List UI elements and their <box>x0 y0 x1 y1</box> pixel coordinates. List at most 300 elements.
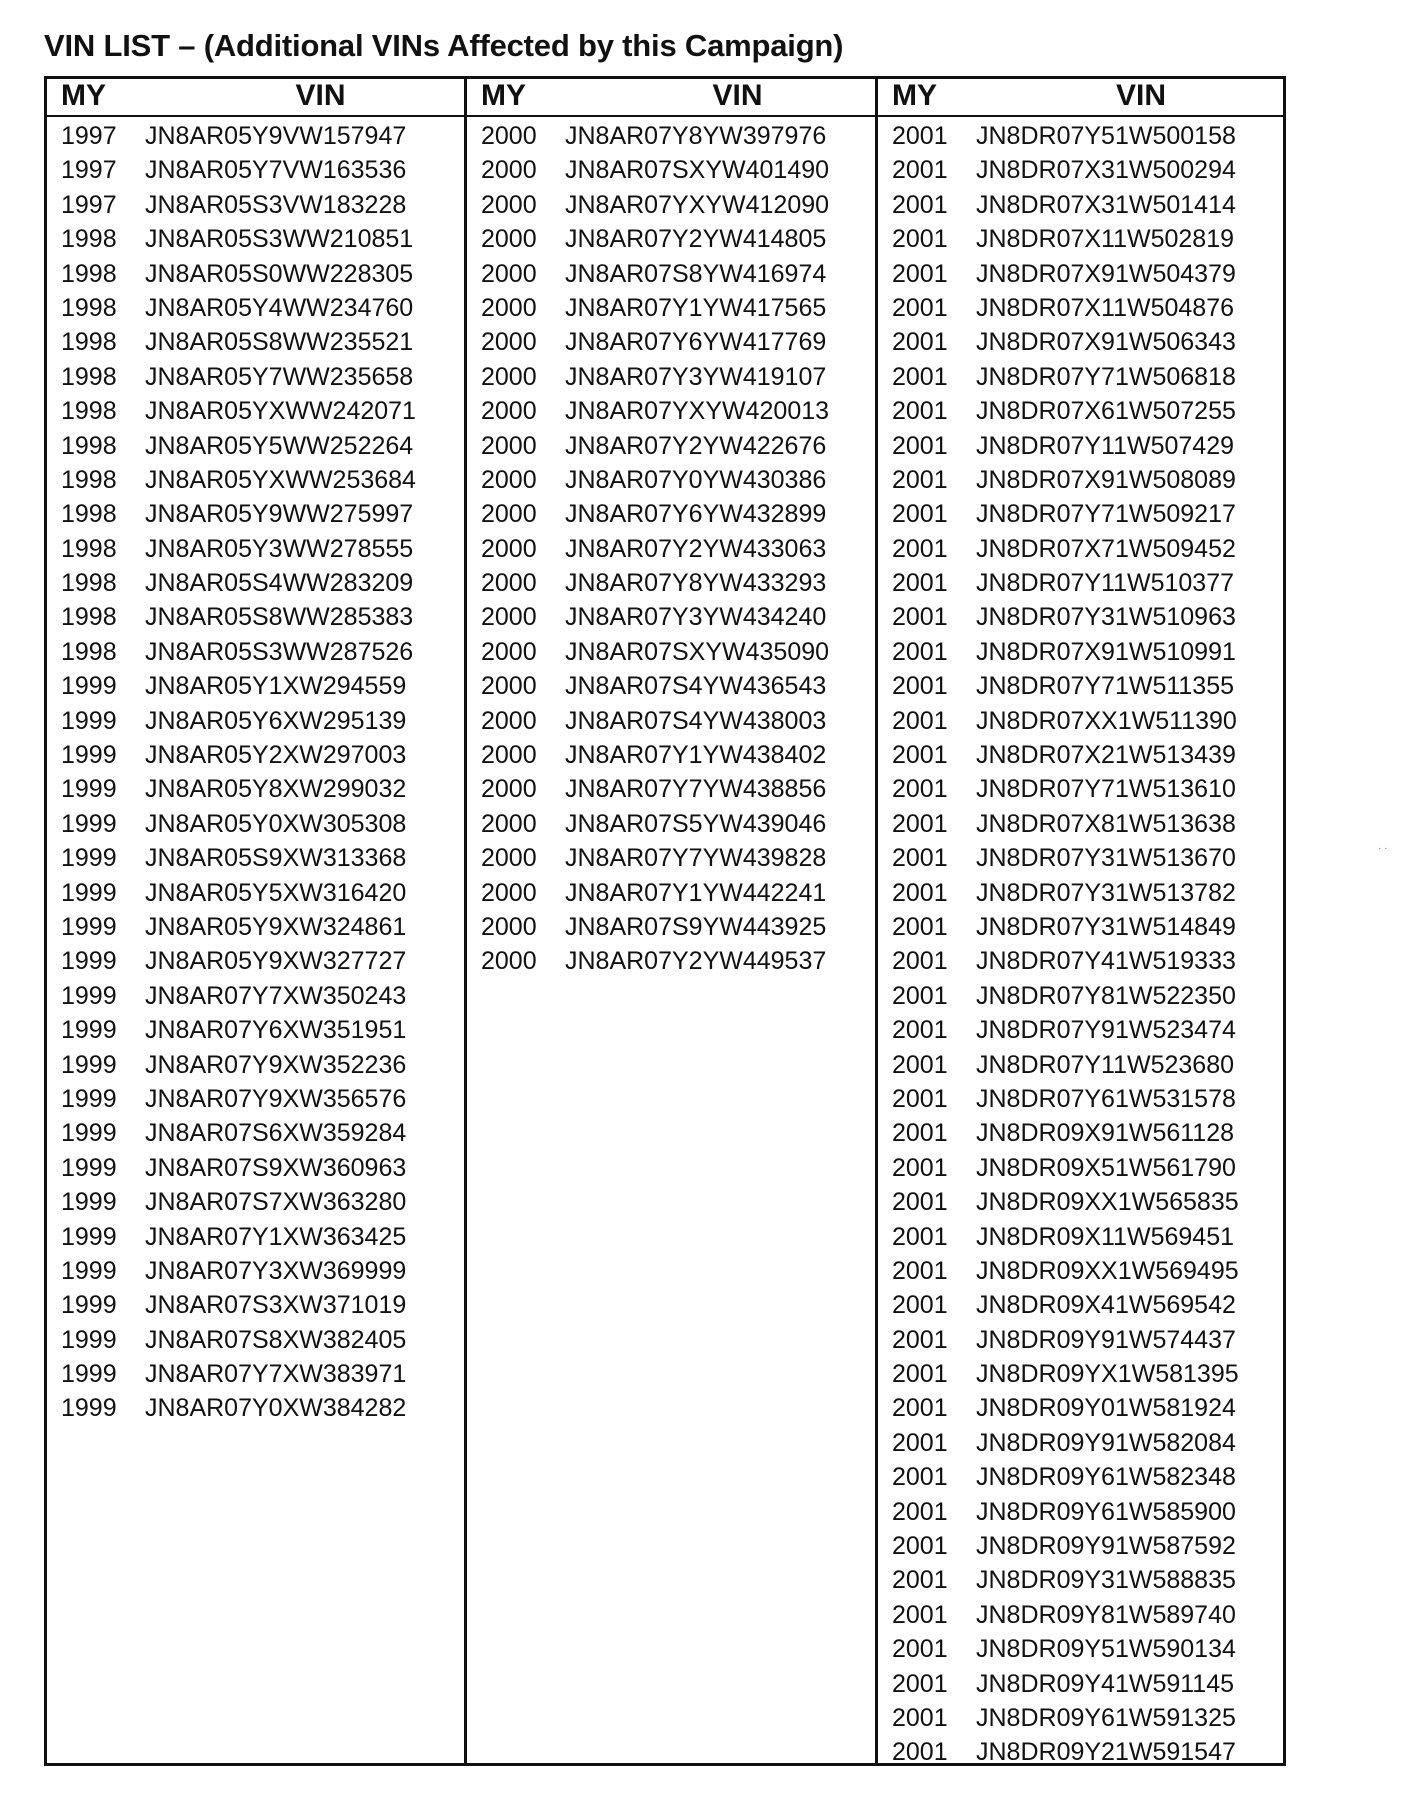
vin-cell: JN8AR07S9YW443925 <box>565 912 827 941</box>
vin-cell: JN8AR07Y3YW419107 <box>565 362 827 391</box>
vin-cell: JN8DR09Y21W591547 <box>976 1738 1236 1767</box>
table-row <box>467 360 878 394</box>
table-row <box>467 944 878 978</box>
model-year-cell: 2001 <box>892 1532 948 1561</box>
model-year-cell: 1999 <box>61 1119 117 1148</box>
model-year-cell: 2001 <box>892 1566 948 1595</box>
scan-speck: · · <box>1378 843 1388 854</box>
model-year-cell: 2001 <box>892 1084 948 1113</box>
vin-cell: JN8AR07Y1YW442241 <box>565 878 827 907</box>
table-row <box>467 429 878 463</box>
model-year-cell: 2000 <box>481 809 537 838</box>
model-year-cell: 2001 <box>892 672 948 701</box>
vin-cell: JN8AR05Y0XW305308 <box>145 809 407 838</box>
vin-cell: JN8AR07SXYW435090 <box>565 637 830 666</box>
table-row <box>47 910 464 944</box>
vin-cell: JN8DR07X31W501414 <box>976 190 1236 219</box>
table-row <box>878 772 1286 806</box>
table-row <box>47 979 464 1013</box>
vin-cell: JN8DR09Y61W591325 <box>976 1703 1236 1732</box>
table-row <box>878 807 1286 841</box>
table-row <box>878 1667 1286 1701</box>
model-year-cell: 2000 <box>481 465 537 494</box>
table-row <box>467 532 878 566</box>
model-year-cell: 1997 <box>61 156 117 185</box>
vin-cell: JN8DR07Y11W510377 <box>976 569 1235 598</box>
table-row <box>878 635 1286 669</box>
model-year-cell: 2001 <box>892 1703 948 1732</box>
vin-cell: JN8DR07X71W509452 <box>976 534 1236 563</box>
model-year-cell: 2001 <box>892 1463 948 1492</box>
table-row <box>878 119 1286 153</box>
table-row <box>878 1391 1286 1425</box>
table-row <box>47 153 464 187</box>
vin-header: VIN <box>295 79 346 112</box>
vin-cell: JN8AR05Y9VW157947 <box>145 122 407 150</box>
vin-cell: JN8DR07Y61W531578 <box>976 1084 1236 1113</box>
model-year-cell: 2001 <box>892 500 948 529</box>
vin-cell: JN8AR07Y7XW383971 <box>145 1360 407 1389</box>
vin-cell: JN8DR09X91W561128 <box>976 1119 1235 1148</box>
model-year-cell: 2001 <box>892 637 948 666</box>
model-year-cell: 1997 <box>61 122 117 150</box>
vin-cell: JN8DR07X21W513439 <box>976 741 1236 770</box>
table-row <box>878 1116 1286 1150</box>
vin-cell: JN8AR07Y1XW363425 <box>145 1222 407 1251</box>
model-year-cell: 2001 <box>892 1428 948 1457</box>
vin-cell: JN8DR09X51W561790 <box>976 1153 1236 1182</box>
table-row <box>47 222 464 256</box>
table-row <box>878 1598 1286 1632</box>
vin-cell: JN8AR05S8WW285383 <box>145 603 414 632</box>
model-year-cell: 1999 <box>61 1153 117 1182</box>
table-row <box>878 1220 1286 1254</box>
vin-cell: JN8AR07Y1YW417565 <box>565 293 827 322</box>
model-year-cell: 2000 <box>481 603 537 632</box>
table-row <box>878 566 1286 600</box>
model-year-cell: 2000 <box>481 362 537 391</box>
vin-cell: JN8AR07Y7XW350243 <box>145 981 407 1010</box>
vin-cell: JN8DR07Y31W510963 <box>976 603 1236 632</box>
model-year-cell: 2000 <box>481 500 537 529</box>
model-year-cell: 1998 <box>61 569 117 598</box>
vin-cell: JN8AR07Y9XW352236 <box>145 1050 407 1079</box>
model-year-cell: 2000 <box>481 225 537 254</box>
model-year-cell: 2001 <box>892 1635 948 1664</box>
vin-cell: JN8AR07S4YW436543 <box>565 672 827 701</box>
vin-cell: JN8DR07X81W513638 <box>976 809 1236 838</box>
table-row <box>467 325 878 359</box>
table-row <box>47 704 464 738</box>
table-row <box>47 291 464 325</box>
table-row <box>878 600 1286 634</box>
model-year-cell: 1998 <box>61 293 117 322</box>
model-year-cell: 2001 <box>892 293 948 322</box>
model-year-cell: 2001 <box>892 259 948 288</box>
model-year-cell: 2000 <box>481 912 537 941</box>
vin-cell: JN8AR07S3XW371019 <box>145 1291 407 1320</box>
model-year-cell: 2000 <box>481 878 537 907</box>
vin-cell: JN8AR05S3WW287526 <box>145 637 414 666</box>
vin-cell: JN8AR07S7XW363280 <box>145 1188 407 1217</box>
table-row <box>47 325 464 359</box>
table-row <box>878 1529 1286 1563</box>
model-year-cell: 2001 <box>892 1188 948 1217</box>
table-row <box>878 669 1286 703</box>
vin-cell: JN8DR07X31W500294 <box>976 156 1236 185</box>
vin-cell: JN8AR07Y2YW422676 <box>565 431 827 460</box>
table-row <box>47 1151 464 1185</box>
vin-cell: JN8DR07X11W502819 <box>976 225 1235 254</box>
model-year-cell: 2000 <box>481 637 537 666</box>
table-row <box>467 188 878 222</box>
model-year-cell: 1998 <box>61 259 117 288</box>
table-row <box>47 738 464 772</box>
vin-cell: JN8DR09Y91W587592 <box>976 1532 1236 1561</box>
model-year-cell: 2001 <box>892 1222 948 1251</box>
table-row <box>467 463 878 497</box>
model-year-cell: 2001 <box>892 1600 948 1629</box>
model-year-cell: 2001 <box>892 431 948 460</box>
vin-cell: JN8DR09X11W569451 <box>976 1222 1235 1251</box>
vin-cell: JN8DR07Y31W514849 <box>976 912 1236 941</box>
row-list <box>878 119 1286 1770</box>
model-year-cell: 2000 <box>481 397 537 426</box>
vin-cell: JN8AR05Y2XW297003 <box>145 741 407 770</box>
model-year-cell: 2000 <box>481 569 537 598</box>
model-year-cell: 2001 <box>892 1256 948 1285</box>
table-row <box>47 807 464 841</box>
table-row <box>467 222 878 256</box>
vin-cell: JN8AR05Y7VW163536 <box>145 156 407 185</box>
table-row <box>878 1082 1286 1116</box>
vin-cell: JN8DR07Y71W511355 <box>976 672 1235 701</box>
vin-cell: JN8DR07Y41W519333 <box>976 947 1236 976</box>
model-year-cell: 1999 <box>61 672 117 701</box>
table-row <box>467 669 878 703</box>
vin-cell: JN8AR05Y8XW299032 <box>145 775 407 804</box>
table-row <box>878 188 1286 222</box>
vin-column-1 <box>47 79 464 1763</box>
table-row <box>467 635 878 669</box>
vin-cell: JN8AR07Y2YW449537 <box>565 947 827 976</box>
table-row <box>47 669 464 703</box>
vin-cell: JN8AR07Y2YW414805 <box>565 225 827 254</box>
vin-cell: JN8AR05Y6XW295139 <box>145 706 407 735</box>
model-year-cell: 2000 <box>481 156 537 185</box>
model-year-cell: 2001 <box>892 397 948 426</box>
vin-cell: JN8AR07Y7YW439828 <box>565 844 827 873</box>
model-year-cell: 1999 <box>61 844 117 873</box>
table-row <box>878 532 1286 566</box>
vin-cell: JN8DR09Y81W589740 <box>976 1600 1236 1629</box>
table-row <box>878 222 1286 256</box>
table-row <box>47 1220 464 1254</box>
model-year-cell: 2000 <box>481 122 537 150</box>
table-row <box>47 841 464 875</box>
table-row <box>47 1116 464 1150</box>
vin-cell: JN8AR05Y3WW278555 <box>145 534 414 563</box>
table-row <box>467 566 878 600</box>
table-row <box>467 394 878 428</box>
table-row <box>47 1323 464 1357</box>
vin-header: VIN <box>712 79 763 112</box>
table-row <box>47 497 464 531</box>
model-year-cell: 2001 <box>892 225 948 254</box>
my-header: MY <box>61 79 106 112</box>
vin-cell: JN8DR07X91W508089 <box>976 465 1236 494</box>
table-row <box>878 257 1286 291</box>
model-year-cell: 2001 <box>892 741 948 770</box>
vin-cell: JN8AR07Y2YW433063 <box>565 534 827 563</box>
model-year-cell: 2000 <box>481 190 537 219</box>
table-row <box>878 979 1286 1013</box>
vin-cell: JN8AR07Y7YW438856 <box>565 775 827 804</box>
table-row <box>47 600 464 634</box>
model-year-cell: 2001 <box>892 465 948 494</box>
vin-cell: JN8AR07Y3YW434240 <box>565 603 827 632</box>
table-row <box>878 153 1286 187</box>
table-row <box>878 1048 1286 1082</box>
table-row <box>47 876 464 910</box>
model-year-cell: 1998 <box>61 603 117 632</box>
model-year-cell: 2001 <box>892 706 948 735</box>
vin-cell: JN8AR05S0WW228305 <box>145 259 414 288</box>
model-year-cell: 2001 <box>892 1119 948 1148</box>
vin-cell: JN8DR07Y31W513670 <box>976 844 1236 873</box>
table-row <box>47 119 464 153</box>
model-year-cell: 2001 <box>892 1016 948 1045</box>
vin-cell: JN8AR05S3VW183228 <box>145 190 407 219</box>
vin-cell: JN8AR05Y7WW235658 <box>145 362 414 391</box>
table-row <box>47 772 464 806</box>
table-row <box>878 944 1286 978</box>
table-row <box>47 1082 464 1116</box>
vin-cell: JN8DR07Y11W507429 <box>976 431 1235 460</box>
vin-cell: JN8AR07S5YW439046 <box>565 809 827 838</box>
model-year-cell: 2001 <box>892 1050 948 1079</box>
model-year-cell: 2001 <box>892 912 948 941</box>
table-row <box>878 463 1286 497</box>
table-row <box>878 1151 1286 1185</box>
vin-cell: JN8DR07XX1W511390 <box>976 706 1237 735</box>
model-year-cell: 1998 <box>61 431 117 460</box>
vin-cell: JN8AR07S4YW438003 <box>565 706 827 735</box>
table-row <box>47 566 464 600</box>
table-row <box>467 876 878 910</box>
model-year-cell: 1998 <box>61 225 117 254</box>
table-row <box>47 1288 464 1322</box>
vin-cell: JN8DR07X11W504876 <box>976 293 1235 322</box>
model-year-cell: 2000 <box>481 844 537 873</box>
table-row <box>467 153 878 187</box>
table-row <box>467 257 878 291</box>
vin-cell: JN8AR07Y9XW356576 <box>145 1084 407 1113</box>
vin-cell: JN8AR07Y1YW438402 <box>565 741 827 770</box>
table-row <box>878 1254 1286 1288</box>
row-list <box>467 119 878 979</box>
vin-cell: JN8AR05YXWW253684 <box>145 465 416 494</box>
vin-cell: JN8DR09YX1W581395 <box>976 1360 1239 1389</box>
table-row <box>47 257 464 291</box>
model-year-cell: 1999 <box>61 1291 117 1320</box>
model-year-cell: 2001 <box>892 190 948 219</box>
table-row <box>878 1563 1286 1597</box>
row-list <box>47 119 464 1426</box>
page-title: VIN LIST – (Additional VINs Affected by this Campaign) <box>44 28 844 63</box>
vin-cell: JN8AR07Y3XW369999 <box>145 1256 407 1285</box>
vin-cell: JN8DR09Y01W581924 <box>976 1394 1236 1423</box>
model-year-cell: 2001 <box>892 1394 948 1423</box>
vin-cell: JN8DR09X41W569542 <box>976 1291 1236 1320</box>
table-row <box>878 1495 1286 1529</box>
model-year-cell: 2001 <box>892 1325 948 1354</box>
column-header <box>467 79 878 117</box>
model-year-cell: 2000 <box>481 328 537 357</box>
vin-cell: JN8AR05S8WW235521 <box>145 328 414 357</box>
my-header: MY <box>892 79 937 112</box>
table-row <box>47 944 464 978</box>
table-row <box>878 1701 1286 1735</box>
table-row <box>878 497 1286 531</box>
table-row <box>467 497 878 531</box>
table-row <box>467 119 878 153</box>
model-year-cell: 1999 <box>61 1084 117 1113</box>
table-row <box>47 429 464 463</box>
model-year-cell: 1999 <box>61 878 117 907</box>
vin-cell: JN8DR09Y61W585900 <box>976 1497 1236 1526</box>
vin-cell: JN8DR07Y91W523474 <box>976 1016 1236 1045</box>
vin-cell: JN8DR09Y91W574437 <box>976 1325 1236 1354</box>
model-year-cell: 2001 <box>892 844 948 873</box>
model-year-cell: 2001 <box>892 809 948 838</box>
model-year-cell: 1998 <box>61 500 117 529</box>
vin-cell: JN8AR05Y9WW275997 <box>145 500 414 529</box>
model-year-cell: 2001 <box>892 981 948 1010</box>
vin-cell: JN8DR07Y71W509217 <box>976 500 1236 529</box>
model-year-cell: 1998 <box>61 534 117 563</box>
vin-cell: JN8DR07Y11W523680 <box>976 1050 1235 1079</box>
table-row <box>47 1048 464 1082</box>
model-year-cell: 1999 <box>61 1188 117 1217</box>
model-year-cell: 1999 <box>61 775 117 804</box>
vin-cell: JN8AR05Y5XW316420 <box>145 878 407 907</box>
table-row <box>878 360 1286 394</box>
table-row <box>47 360 464 394</box>
model-year-cell: 1999 <box>61 981 117 1010</box>
vin-cell: JN8AR07S6XW359284 <box>145 1119 407 1148</box>
table-row <box>47 188 464 222</box>
model-year-cell: 1999 <box>61 1016 117 1045</box>
model-year-cell: 2001 <box>892 878 948 907</box>
model-year-cell: 2001 <box>892 534 948 563</box>
vin-column-2 <box>464 79 878 1763</box>
model-year-cell: 1999 <box>61 947 117 976</box>
table-row <box>47 1185 464 1219</box>
vin-cell: JN8AR07Y8YW397976 <box>565 122 827 150</box>
table-row <box>878 1323 1286 1357</box>
table-row <box>878 1013 1286 1047</box>
vin-cell: JN8AR05Y1XW294559 <box>145 672 407 701</box>
vin-cell: JN8DR07X61W507255 <box>976 397 1236 426</box>
model-year-cell: 1999 <box>61 706 117 735</box>
table-row <box>47 532 464 566</box>
column-header <box>878 79 1286 117</box>
vin-cell: JN8AR05Y9XW324861 <box>145 912 407 941</box>
table-row <box>47 1391 464 1425</box>
vin-cell: JN8DR09Y91W582084 <box>976 1428 1236 1457</box>
model-year-cell: 2001 <box>892 122 948 150</box>
model-year-cell: 1998 <box>61 465 117 494</box>
vin-cell: JN8AR07S9XW360963 <box>145 1153 407 1182</box>
model-year-cell: 2000 <box>481 259 537 288</box>
model-year-cell: 1998 <box>61 637 117 666</box>
vin-table <box>44 76 1286 1766</box>
vin-cell: JN8AR07Y6XW351951 <box>145 1016 407 1045</box>
model-year-cell: 2001 <box>892 328 948 357</box>
model-year-cell: 2000 <box>481 775 537 804</box>
vin-cell: JN8DR09Y51W590134 <box>976 1635 1236 1664</box>
model-year-cell: 1998 <box>61 397 117 426</box>
model-year-cell: 2001 <box>892 156 948 185</box>
vin-cell: JN8AR05Y9XW327727 <box>145 947 407 976</box>
vin-cell: JN8DR09XX1W569495 <box>976 1256 1239 1285</box>
table-row <box>467 807 878 841</box>
vin-cell: JN8AR05Y4WW234760 <box>145 293 414 322</box>
table-row <box>467 910 878 944</box>
model-year-cell: 2000 <box>481 293 537 322</box>
model-year-cell: 1999 <box>61 912 117 941</box>
table-row <box>467 772 878 806</box>
table-row <box>47 394 464 428</box>
table-row <box>878 1460 1286 1494</box>
model-year-cell: 1998 <box>61 362 117 391</box>
vin-cell: JN8AR07Y6YW432899 <box>565 500 827 529</box>
model-year-cell: 2001 <box>892 1153 948 1182</box>
model-year-cell: 2000 <box>481 741 537 770</box>
model-year-cell: 2001 <box>892 1360 948 1389</box>
vin-cell: JN8DR07Y51W500158 <box>976 122 1236 150</box>
table-row <box>467 841 878 875</box>
vin-cell: JN8AR07S8YW416974 <box>565 259 827 288</box>
vin-cell: JN8AR07S8XW382405 <box>145 1325 407 1354</box>
vin-cell: JN8AR07Y8YW433293 <box>565 569 827 598</box>
model-year-cell: 2000 <box>481 672 537 701</box>
table-row <box>878 1735 1286 1769</box>
model-year-cell: 1999 <box>61 1222 117 1251</box>
model-year-cell: 2001 <box>892 569 948 598</box>
table-row <box>47 635 464 669</box>
table-row <box>878 841 1286 875</box>
vin-cell: JN8DR07Y81W522350 <box>976 981 1236 1010</box>
table-row <box>47 463 464 497</box>
model-year-cell: 1999 <box>61 1394 117 1423</box>
vin-cell: JN8DR09XX1W565835 <box>976 1188 1239 1217</box>
model-year-cell: 1999 <box>61 741 117 770</box>
model-year-cell: 2000 <box>481 431 537 460</box>
table-row <box>878 738 1286 772</box>
model-year-cell: 1999 <box>61 1050 117 1079</box>
vin-cell: JN8AR07SXYW401490 <box>565 156 830 185</box>
my-header: MY <box>481 79 526 112</box>
model-year-cell: 1999 <box>61 1325 117 1354</box>
vin-header: VIN <box>1115 79 1166 112</box>
table-row <box>878 1288 1286 1322</box>
model-year-cell: 2001 <box>892 775 948 804</box>
table-row <box>47 1254 464 1288</box>
vin-cell: JN8DR09Y41W591145 <box>976 1669 1235 1698</box>
table-row <box>47 1013 464 1047</box>
